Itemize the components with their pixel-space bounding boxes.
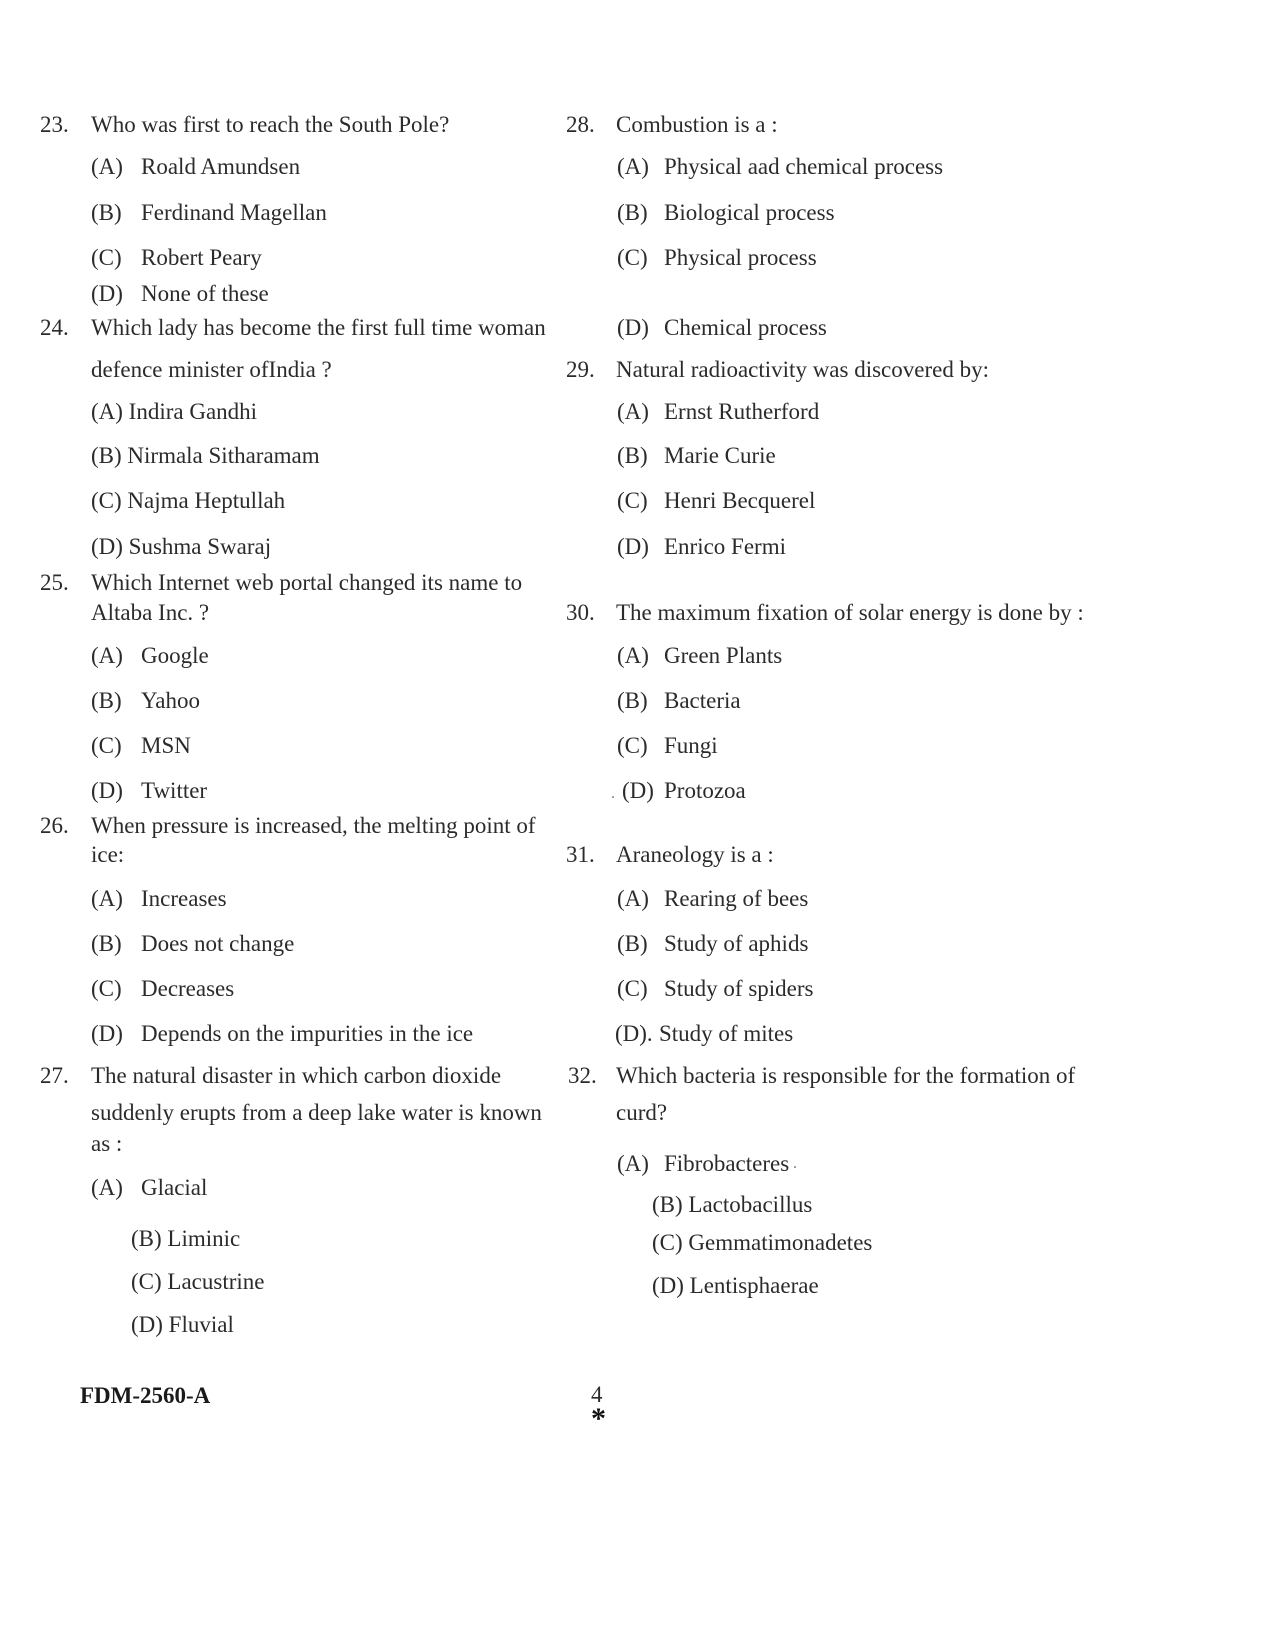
question-text: Combustion is a : bbox=[616, 112, 778, 137]
option-text: Protozoa bbox=[664, 778, 746, 803]
question-number: 28. bbox=[566, 112, 595, 137]
question-text: Altaba Inc. ? bbox=[91, 600, 210, 625]
paper-code: FDM-2560-A bbox=[80, 1383, 211, 1408]
option-text: Yahoo bbox=[141, 688, 201, 713]
option-label: (A) bbox=[617, 1151, 649, 1176]
option-text: Google bbox=[141, 643, 209, 668]
option-text: (B) Nirmala Sitharamam bbox=[91, 443, 320, 468]
option-label: (B) bbox=[91, 688, 122, 713]
option-text: Rearing of bees bbox=[664, 886, 809, 911]
question-text: Which Internet web portal changed its name to bbox=[91, 570, 523, 595]
option-label: (D) bbox=[617, 315, 649, 340]
option-text: Study of mites bbox=[659, 1021, 794, 1046]
option-text: Increases bbox=[141, 886, 227, 911]
option-label: (A) bbox=[91, 643, 123, 668]
option-text: Fungi bbox=[664, 733, 718, 758]
option-text: Roald Amundsen bbox=[141, 154, 301, 179]
stray-dot: . bbox=[793, 1155, 797, 1172]
option-label: (D). bbox=[615, 1021, 653, 1046]
option-text: Enrico Fermi bbox=[664, 534, 786, 559]
question-text: ice: bbox=[91, 842, 125, 867]
option-text: Marie Curie bbox=[664, 443, 776, 468]
option-label: (B) bbox=[617, 931, 648, 956]
option-label: (B) bbox=[91, 931, 122, 956]
question-text: Araneology is a : bbox=[616, 842, 774, 867]
option-label: (C) bbox=[617, 733, 648, 758]
question-number: 27. bbox=[40, 1063, 69, 1088]
question-number: 32. bbox=[568, 1063, 597, 1088]
option-label: (A) bbox=[617, 154, 649, 179]
option-label: (B) bbox=[617, 443, 648, 468]
option-text: MSN bbox=[141, 733, 191, 758]
option-text: Chemical process bbox=[664, 315, 827, 340]
option-text: None of these bbox=[141, 281, 269, 306]
option-label: (B) bbox=[617, 200, 648, 225]
option-label: (A) bbox=[91, 154, 123, 179]
option-label: (D) bbox=[622, 778, 654, 803]
question-number: 31. bbox=[566, 842, 595, 867]
option-text: Physical aad chemical process bbox=[664, 154, 944, 179]
question-text: The maximum fixation of solar energy is done by : bbox=[616, 600, 1084, 625]
option-text: (D) Lentisphaerae bbox=[652, 1273, 819, 1298]
option-label: (B) bbox=[617, 688, 648, 713]
question-text: The natural disaster in which carbon dioxide bbox=[91, 1063, 502, 1088]
option-text: Fibrobacteres bbox=[664, 1151, 790, 1176]
option-text: Depends on the impurities in the ice bbox=[141, 1021, 474, 1046]
option-label: (D) bbox=[91, 1021, 123, 1046]
option-text: (D) Fluvial bbox=[131, 1312, 234, 1337]
option-label: (C) bbox=[617, 488, 648, 513]
question-text: Which lady has become the first full time woman bbox=[91, 315, 546, 340]
question-text: defence minister ofIndia ? bbox=[91, 357, 332, 382]
option-text: Twitter bbox=[141, 778, 208, 803]
option-text: (B) Liminic bbox=[131, 1226, 241, 1251]
option-text: (C) Gemmatimonadetes bbox=[652, 1230, 873, 1255]
option-text: Green Plants bbox=[664, 643, 783, 668]
question-text: Who was first to reach the South Pole? bbox=[91, 112, 450, 137]
option-label: (C) bbox=[91, 733, 122, 758]
question-number: 23. bbox=[40, 112, 69, 137]
option-label: (D) bbox=[91, 281, 123, 306]
option-text: (D) Sushma Swaraj bbox=[91, 534, 272, 559]
option-text: Henri Becquerel bbox=[664, 488, 816, 513]
option-text: Decreases bbox=[141, 976, 235, 1001]
option-text: (C) Lacustrine bbox=[131, 1269, 265, 1294]
option-label: (C) bbox=[91, 976, 122, 1001]
question-text: suddenly erupts from a deep lake water is known bbox=[91, 1100, 542, 1125]
question-text: as : bbox=[91, 1131, 123, 1156]
option-label: (A) bbox=[617, 886, 649, 911]
stray-dot: . bbox=[611, 785, 615, 802]
option-label: (A) bbox=[91, 886, 123, 911]
option-label: (C) bbox=[617, 976, 648, 1001]
question-number: 26. bbox=[40, 813, 69, 838]
option-text: Biological process bbox=[664, 200, 835, 225]
option-text: (C) Najma Heptullah bbox=[91, 488, 286, 513]
page-number: 4 bbox=[591, 1382, 603, 1407]
option-text: Study of spiders bbox=[664, 976, 814, 1001]
option-text: Ernst Rutherford bbox=[664, 399, 820, 424]
question-text: When pressure is increased, the melting point of bbox=[91, 813, 536, 838]
option-label: (C) bbox=[617, 245, 648, 270]
option-text: Physical process bbox=[664, 245, 817, 270]
question-text: Natural radioactivity was discovered by: bbox=[616, 357, 989, 382]
option-label: (D) bbox=[91, 778, 123, 803]
asterisk-mark: * bbox=[591, 1402, 606, 1435]
option-label: (C) bbox=[91, 245, 122, 270]
question-number: 29. bbox=[566, 357, 595, 382]
option-text: Does not change bbox=[141, 931, 295, 956]
question-text: Which bacteria is responsible for the formation of bbox=[616, 1063, 1076, 1088]
option-text: (B) Lactobacillus bbox=[652, 1192, 813, 1217]
option-label: (B) bbox=[91, 200, 122, 225]
option-label: (D) bbox=[617, 534, 649, 559]
question-number: 30. bbox=[566, 600, 595, 625]
question-number: 24. bbox=[40, 315, 69, 340]
option-text: Ferdinand Magellan bbox=[141, 200, 327, 225]
option-label: (A) bbox=[617, 399, 649, 424]
option-label: (A) bbox=[91, 1175, 123, 1200]
option-text: Robert Peary bbox=[141, 245, 262, 270]
question-text: curd? bbox=[616, 1100, 668, 1125]
question-number: 25. bbox=[40, 570, 69, 595]
option-text: Bacteria bbox=[664, 688, 741, 713]
option-text: Study of aphids bbox=[664, 931, 809, 956]
option-text: (A) Indira Gandhi bbox=[91, 399, 258, 424]
option-text: Glacial bbox=[141, 1175, 208, 1200]
option-label: (A) bbox=[617, 643, 649, 668]
